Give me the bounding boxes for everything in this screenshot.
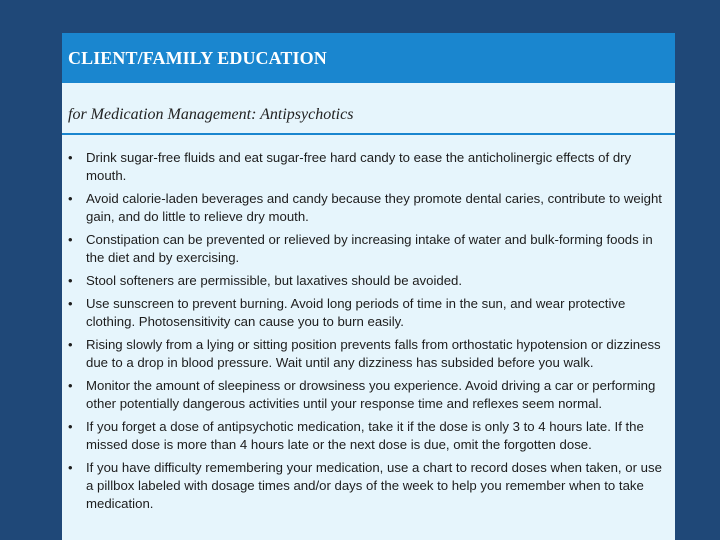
list-item [66, 190, 665, 226]
bullet-icon: • [68, 150, 73, 165]
bullet-icon: • [68, 232, 73, 247]
bullet-icon: • [68, 378, 73, 393]
bullet-icon: • [68, 273, 73, 288]
list-item-text: If you forget a dose of antipsychotic medication, take it if the dose is only 3 to 4 hours late. If the missed dose is more than 4 hours late or the next dose is due, omit the forgotten dose. [86, 419, 644, 452]
card-subtitle: for Medication Management: Antipsychotics [68, 106, 354, 123]
list-item [66, 149, 665, 185]
list-item [66, 231, 665, 267]
education-card [62, 33, 675, 540]
list-item [66, 336, 665, 372]
list-item-text: Drink sugar-free fluids and eat sugar-free hard candy to ease the anticholinergic effects of dry mouth. [86, 150, 632, 183]
bullet-icon: • [68, 296, 73, 311]
list-item-text: Stool softeners are permissible, but laxatives should be avoided. [86, 273, 463, 288]
list-item-text: Constipation can be prevented or relieved by increasing intake of water and bulk-forming foods in the diet and by exercising. [86, 232, 653, 265]
list-item [66, 272, 665, 290]
bullet-icon: • [68, 191, 73, 206]
list-item [66, 377, 665, 413]
list-item [66, 418, 665, 454]
education-list [62, 135, 675, 513]
list-item-text: Rising slowly from a lying or sitting position prevents falls from orthostatic hypotension or dizziness due to a drop in blood pressure. Wait until any dizziness has subsided before you walk. [86, 337, 661, 370]
list-item-text: Use sunscreen to prevent burning. Avoid long periods of time in the sun, and wear protective clothing. Photosensitivity can cause you to burn easily. [86, 296, 626, 329]
card-title: CLIENT/FAMILY EDUCATION [68, 47, 327, 68]
list-item-text: Avoid calorie-laden beverages and candy because they promote dental caries, contribute to weight gain, and do little to relieve dry mouth. [86, 191, 662, 224]
list-item [66, 295, 665, 331]
card-header [62, 33, 675, 83]
list-item-text: Monitor the amount of sleepiness or drowsiness you experience. Avoid driving a car or performing other potentially dangerous activities until your response time and reflexes seem normal. [86, 378, 656, 411]
bullet-icon: • [68, 419, 73, 434]
list-item [66, 459, 665, 513]
list-item-text: If you have difficulty remembering your medication, use a chart to record doses when taken, or use a pillbox labeled with dosage times and/or days of the week to help you remember when to take medication. [86, 460, 662, 511]
bullet-icon: • [68, 337, 73, 352]
bullet-icon: • [68, 460, 73, 475]
